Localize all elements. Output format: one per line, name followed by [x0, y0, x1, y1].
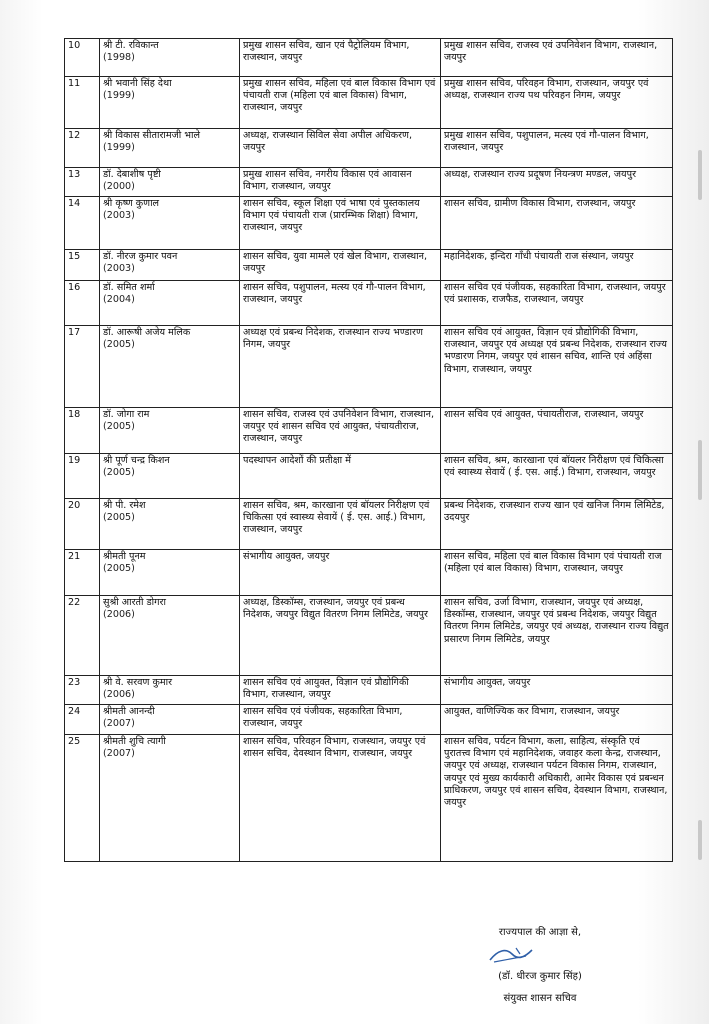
table-row [65, 676, 673, 705]
serial-number-text: 11 [68, 78, 81, 89]
table-row [65, 408, 673, 454]
new-posting-text: शासन सचिव, श्रम, कारखाना एवं बॉयलर निरीक्षण एवं चिकित्सा एवं स्वास्थ्य सेवायें ( ई. एस. आई.) विभाग, राजस्थान, जयपुर [444, 455, 664, 479]
serial-number-text: 17 [68, 327, 81, 338]
current-posting-text: अध्यक्ष एवं प्रबन्ध निदेशक, राजस्थान राज्य भण्डारण निगम, जयपुर [243, 327, 423, 351]
officer-name: श्रीमती शुचि त्यागी [103, 736, 166, 747]
current-posting [240, 550, 441, 596]
new-posting-text: शासन सचिव एवं आयुक्त, विज्ञान एवं प्रौद्योगिकी विभाग, राजस्थान, जयपुर एवं अध्यक्ष एवं प्रबन्ध निदेशक, राजस्थान राज्य भण्डारण निगम, जयपुर एवं शासन सचिव, शान्ति एवं अहिंसा विभाग, राजस्थान, जयपुर [444, 327, 667, 375]
current-posting [240, 168, 441, 197]
officer-cell [100, 129, 240, 168]
new-posting [441, 499, 673, 550]
officer-name: सुश्री आरती डोगरा [103, 597, 166, 608]
new-posting [441, 197, 673, 250]
current-posting-text: संभागीय आयुक्त, जयपुर [243, 551, 330, 562]
officer-cell [100, 77, 240, 129]
serial-number [65, 197, 100, 250]
serial-number-text: 14 [68, 198, 81, 209]
current-posting [240, 77, 441, 129]
table-row [65, 129, 673, 168]
officer-cell [100, 454, 240, 499]
new-posting [441, 168, 673, 197]
new-posting-text: शासन सचिव, उर्जा विभाग, राजस्थान, जयपुर एवं अध्यक्ष, डिस्कॉम्स, राजस्थान, जयपुर एवं प्रबन्ध निदेशक, जयपुर विद्युत वितरण निगम लिमिटेड, जयपुर एवं अध्यक्ष, राजस्थान राज्य विद्युत प्रसारण निगम लिमिटेड, जयपुर [444, 597, 669, 645]
new-posting [441, 676, 673, 705]
serial-number [65, 735, 100, 862]
table-row [65, 281, 673, 326]
new-posting-text: महानिदेशक, इन्दिरा गाँधी पंचायती राज संस्थान, जयपुर [444, 251, 634, 262]
new-posting [441, 129, 673, 168]
officer-name: श्री कृष्ण कुणाल [103, 198, 160, 209]
current-posting-text: अध्यक्ष, डिस्कॉम्स, राजस्थान, जयपुर एवं प्रबन्ध निदेशक, जयपुर विद्युत वितरण निगम लिमिटेड, जयपुर [243, 597, 428, 621]
batch-year: (2007) [103, 748, 135, 760]
new-posting [441, 39, 673, 77]
officer-cell [100, 408, 240, 454]
new-posting-text: शासन सचिव एवं पंजीयक, सहकारिता विभाग, राजस्थान, जयपुर एवं प्रशासक, राजफैड, राजस्थान, जयपुर [444, 282, 666, 306]
officer-cell [100, 39, 240, 77]
new-posting [441, 408, 673, 454]
officer-name: श्री पी. रमेश [103, 500, 146, 511]
new-posting [441, 596, 673, 676]
table-row [65, 735, 673, 862]
serial-number-text: 15 [68, 251, 81, 262]
batch-year: (2000) [103, 181, 135, 193]
serial-number [65, 250, 100, 281]
current-posting [240, 705, 441, 735]
serial-number [65, 408, 100, 454]
officer-cell [100, 326, 240, 408]
officer-cell [100, 676, 240, 705]
current-posting [240, 735, 441, 862]
current-posting-text: पदस्थापन आदेशों की प्रतीक्षा में [243, 455, 351, 466]
serial-number [65, 281, 100, 326]
new-posting [441, 735, 673, 862]
batch-year: (1998) [103, 52, 135, 64]
current-posting [240, 499, 441, 550]
current-posting-text: प्रमुख शासन सचिव, खान एवं पैट्रोलियम विभाग, राजस्थान, जयपुर [243, 40, 410, 64]
serial-number-text: 23 [68, 677, 81, 688]
officer-name: डॉ. नीरज कुमार पवन [103, 251, 178, 262]
serial-number [65, 596, 100, 676]
current-posting [240, 676, 441, 705]
current-posting [240, 197, 441, 250]
current-posting-text: शासन सचिव एवं पंजीयक, सहकारिता विभाग, राजस्थान, जयपुर [243, 706, 403, 730]
table-row [65, 454, 673, 499]
serial-number [65, 129, 100, 168]
table-row [65, 326, 673, 408]
serial-number-text: 12 [68, 130, 81, 141]
serial-number [65, 168, 100, 197]
batch-year: (2003) [103, 263, 135, 275]
batch-year: (2005) [103, 421, 135, 433]
current-posting-text: प्रमुख शासन सचिव, महिला एवं बाल विकास विभाग एवं पंचायती राज (महिला एवं बाल विकास) विभाग, राजस्थान, जयपुर [243, 78, 436, 114]
new-posting [441, 326, 673, 408]
table-row [65, 250, 673, 281]
table-row [65, 39, 673, 77]
new-posting [441, 281, 673, 326]
serial-number [65, 705, 100, 735]
officer-cell [100, 168, 240, 197]
signature-icon [486, 944, 536, 966]
new-posting [441, 77, 673, 129]
batch-year: (1999) [103, 90, 135, 102]
officer-cell [100, 596, 240, 676]
officer-cell [100, 197, 240, 250]
officer-name: श्री टी. रविकान्त [103, 40, 159, 51]
new-posting [441, 454, 673, 499]
current-posting [240, 326, 441, 408]
officer-name: डॉ. आरूषी अजेय मलिक [103, 327, 191, 338]
serial-number-text: 10 [68, 40, 81, 51]
batch-year: (2005) [103, 563, 135, 575]
current-posting-text: शासन सचिव, परिवहन विभाग, राजस्थान, जयपुर एवं शासन सचिव, देवस्थान विभाग, राजस्थान, जयपुर [243, 736, 426, 760]
new-posting-text: प्रमुख शासन सचिव, राजस्व एवं उपनिवेशन विभाग, राजस्थान, जयपुर [444, 40, 658, 64]
officer-name: श्रीमती पूनम [103, 551, 146, 562]
serial-number [65, 454, 100, 499]
batch-year: (2007) [103, 718, 135, 730]
serial-number-text: 18 [68, 409, 81, 420]
serial-number [65, 550, 100, 596]
current-posting [240, 596, 441, 676]
batch-year: (2006) [103, 609, 135, 621]
current-posting-text: शासन सचिव, श्रम, कारखाना एवं बॉयलर निरीक्षण एवं चिकित्सा एवं स्वास्थ्य सेवायें ( ई. एस. आई.) विभाग, राजस्थान, जयपुर [243, 500, 430, 536]
serial-number-text: 20 [68, 500, 81, 511]
new-posting-text: शासन सचिव, पर्यटन विभाग, कला, साहित्य, संस्कृति एवं पुरातत्त्व विभाग एवं महानिदेशक, जवाहर कला केन्द्र, राजस्थान, जयपुर एवं अध्यक्ष, राजस्थान पर्यटन विकास निगम, राजस्थान, जयपुर एवं मुख्य कार्यकारी अधिकारी, आमेर विकास एवं प्रबन्धन प्राधिकरण, जयपुर एवं शासन सचिव, देवस्थान विभाग, राजस्थान, जयपुर [444, 736, 668, 809]
table-row [65, 168, 673, 197]
officer-name: श्रीमती आनन्दी [103, 706, 155, 717]
officer-cell [100, 705, 240, 735]
current-posting [240, 408, 441, 454]
scroll-indicator [698, 820, 702, 860]
new-posting-text: शासन सचिव एवं आयुक्त, पंचायतीराज, राजस्थान, जयपुर [444, 409, 644, 420]
serial-number-text: 13 [68, 169, 81, 180]
current-posting-text: शासन सचिव एवं आयुक्त, विज्ञान एवं प्रौद्योगिकी विभाग, राजस्थान, जयपुर [243, 677, 409, 701]
serial-number-text: 19 [68, 455, 81, 466]
current-posting-text: शासन सचिव, पशुपालन, मत्स्य एवं गौ-पालन विभाग, राजस्थान, जयपुर [243, 282, 426, 306]
officer-name: डॉ. जोगा राम [103, 409, 150, 420]
current-posting [240, 129, 441, 168]
scroll-indicator [698, 440, 702, 500]
new-posting-text: शासन सचिव, महिला एवं बाल विकास विभाग एवं पंचायती राज (महिला एवं बाल विकास) विभाग, राजस्थान, जयपुर [444, 551, 662, 575]
serial-number [65, 499, 100, 550]
new-posting-text: शासन सचिव, ग्रामीण विकास विभाग, राजस्थान, जयपुर [444, 198, 636, 209]
new-posting-text: आयुक्त, वाणिज्यिक कर विभाग, राजस्थान, जयपुर [444, 706, 620, 717]
serial-number [65, 39, 100, 77]
table-row [65, 499, 673, 550]
signatory-name: (डॉ. धीरज कुमार सिंह) [498, 971, 582, 982]
current-posting-text: अध्यक्ष, राजस्थान सिविल सेवा अपील अधिकरण, जयपुर [243, 130, 413, 154]
current-posting-text: प्रमुख शासन सचिव, नगरीय विकास एवं आवासन विभाग, राजस्थान, जयपुर [243, 169, 412, 193]
scroll-indicator [698, 150, 702, 200]
new-posting-text: प्रबन्ध निदेशक, राजस्थान राज्य खान एवं खनिज निगम लिमिटेड, उदयपुर [444, 500, 665, 524]
table-row [65, 705, 673, 735]
table-row [65, 596, 673, 676]
serial-number [65, 676, 100, 705]
batch-year: (2005) [103, 467, 135, 479]
batch-year: (2003) [103, 210, 135, 222]
transfer-table [64, 38, 673, 862]
new-posting-text: अध्यक्ष, राजस्थान राज्य प्रदूषण नियन्त्रण मण्डल, जयपुर [444, 169, 636, 180]
serial-number-text: 24 [68, 706, 81, 717]
officer-name: श्री वे. सरवण कुमार [103, 677, 173, 688]
current-posting [240, 250, 441, 281]
officer-cell [100, 281, 240, 326]
new-posting [441, 250, 673, 281]
officer-cell [100, 250, 240, 281]
table-row [65, 77, 673, 129]
by-order-text: राज्यपाल की आज्ञा से, [498, 927, 582, 938]
new-posting-text: प्रमुख शासन सचिव, पशुपालन, मत्स्य एवं गौ-पालन विभाग, राजस्थान, जयपुर [444, 130, 649, 154]
officer-cell [100, 735, 240, 862]
serial-number-text: 21 [68, 551, 81, 562]
batch-year: (2005) [103, 339, 135, 351]
officer-name: डॉ. समित शर्मा [103, 282, 155, 293]
current-posting-text: शासन सचिव, स्कूल शिक्षा एवं भाषा एवं पुस्तकालय विभाग एवं पंचायती राज (प्रारम्भिक शिक्षा) विभाग, राजस्थान, जयपुर [243, 198, 420, 234]
signatory-designation: संयुक्त शासन सचिव [503, 993, 577, 1004]
current-posting [240, 281, 441, 326]
current-posting-text: शासन सचिव, युवा मामले एवं खेल विभाग, राजस्थान, जयपुर [243, 251, 428, 275]
serial-number-text: 22 [68, 597, 81, 608]
new-posting [441, 705, 673, 735]
batch-year: (2005) [103, 512, 135, 524]
batch-year: (2006) [103, 689, 135, 701]
officer-name: श्री पूर्ण चन्द्र किशन [103, 455, 170, 466]
current-posting-text: शासन सचिव, राजस्व एवं उपनिवेशन विभाग, राजस्थान, जयपुर एवं शासन सचिव एवं आयुक्त, पंचायतीराज, राजस्थान, जयपुर [243, 409, 435, 445]
new-posting-text: प्रमुख शासन सचिव, परिवहन विभाग, राजस्थान, जयपुर एवं अध्यक्ष, राजस्थान राज्य पथ परिवहन निगम, जयपुर [444, 78, 649, 102]
officer-name: डॉ. देबाशीष पृष्टी [103, 169, 161, 180]
current-posting [240, 454, 441, 499]
officer-cell [100, 550, 240, 596]
serial-number-text: 16 [68, 282, 81, 293]
serial-number-text: 25 [68, 736, 81, 747]
officer-name: श्री विकास सीतारामजी भाले [103, 130, 200, 141]
officer-cell [100, 499, 240, 550]
batch-year: (1999) [103, 142, 135, 154]
new-posting-text: संभागीय आयुक्त, जयपुर [444, 677, 531, 688]
current-posting [240, 39, 441, 77]
serial-number [65, 326, 100, 408]
table-row [65, 550, 673, 596]
new-posting [441, 550, 673, 596]
table-row [65, 197, 673, 250]
officer-name: श्री भवानी सिंह देथा [103, 78, 172, 89]
batch-year: (2004) [103, 294, 135, 306]
serial-number [65, 77, 100, 129]
